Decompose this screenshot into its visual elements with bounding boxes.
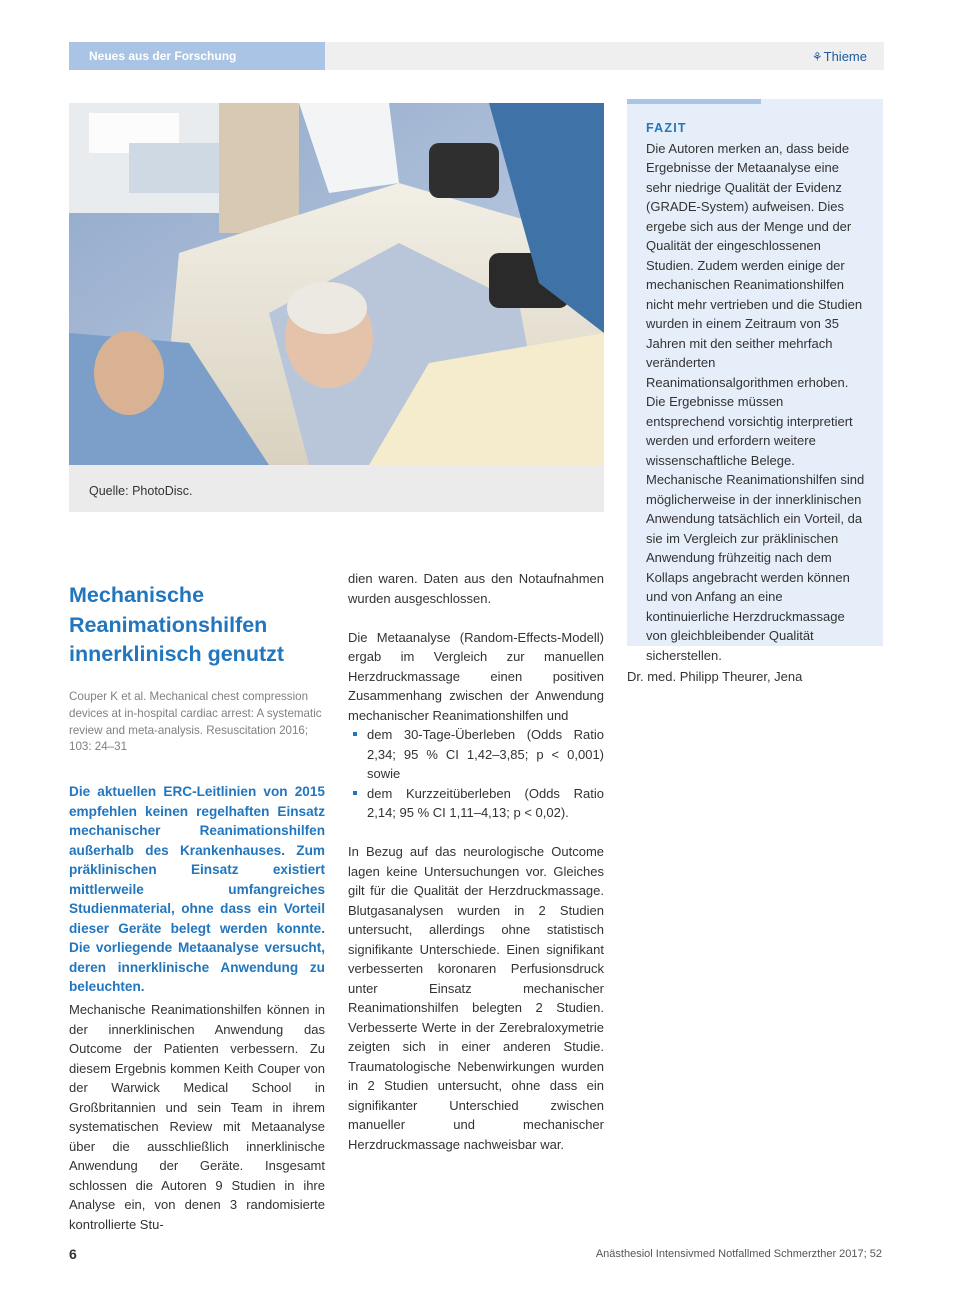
photo-illustration [69,103,604,465]
list-item-text: dem 30-Tage-Überleben (Odds Ratio 2,34; 95 % CI 1,42–3,85; p < 0,001) sowie [367,727,604,781]
fazit-heading: FAZIT [646,121,687,135]
author-line: Dr. med. Philipp Theurer, Jena [627,669,803,684]
fazit-accent-bar [627,99,761,104]
citation-reference: Couper K et al. Mechanical chest compression devices at in-hospital cardiac arrest: A systematic review and meta-analysis. Resuscitation 2016; 103: 24–31 [69,690,322,754]
page-number: 6 [69,1246,77,1262]
fazit-box [627,99,883,663]
thieme-emblem-icon: ⚘ [811,50,823,64]
photo-caption: Quelle: PhotoDisc. [69,465,604,512]
lead-paragraph: Die aktuellen ERC-Leitlinien von 2015 empfehlen keinen regelhaften Einsatz mechanischer Reanimationshilfen außerhalb des Krankenhauses. Zum präklinischen Einsatz existiert mittlerweile umfangreiches Studienmaterial, ohne dass ein Vorteil dieser Geräte belegt werden konnte. Die vorliegende Metaanalyse versucht, deren innerklinische Anwendung zu beleuchten. [69,784,325,994]
section-tag: Neues aus der Forschung [69,42,325,70]
publisher-logo [812,42,867,70]
fazit-text: Die Autoren merken an, dass beide Ergebnisse der Metaanalyse eine sehr niedrige Qualität der Evidenz (GRADE-System) aufweisen. Dies ergebe sich aus der Menge und der Qualität der eingeschlossenen Studien. Zudem werden einige der mechanischen Reanimationshilfen nicht mehr vertrieben und die Studien wurden in einem Zeitraum von 35 Jahren mit den seither mehrfach veränderten Reanimationsalgorithmen erhoben. Die Ergebnisse müssen entsprechend vorsichtig interpretiert werden und erfordern weitere wissenschaftliche Belege. Mechanische Reanimationshilfen sind möglicherweise in der innerklinischen Anwendung tatsächlich ein Vorteil, da sie im Vergleich zur präklinischen Anwendung frühzeitig nach dem Kollaps angebracht werden können und von Anfang an eine kontinuierliche Herzdruckmassage von gleichbleibender Qualität sicherstellen. [646,140,865,663]
list-item-text: dem Kurzzeitüberleben (Odds Ratio 2,14; 95 % CI 1,11–4,13; p < 0,02). [367,785,604,820]
outcome-paragraph: In Bezug auf das neurologische Outcome lagen keine Untersuchungen vor. Gleiches gilt für die Qualität der Herzdruckmassage. Blutgasanalysen wurden in 2 Studien untersucht, allerdings ohne statistisch signifikante Unterschiede. Einen signifikant verbesserten koronaren Perfusionsdruck unter Einsatz mechanischer Reanimationshilfen belegten 2 Studien. Verbesserte Werte in der Zerebraloxymetrie zeigten sich in einer anderen Studie. Traumatologische Nebenwirkungen wurden in 2 Studien untersucht, ohne dass ein signifikanter Unterschied zwischen manueller und mechanischer Herzdruckmassage nachweisbar war. [348,844,604,1152]
bullet-icon [353,791,357,795]
meta-analysis-paragraph: Die Metaanalyse (Random-Effects-Modell) ergab im Vergleich zur manuellen Herzdruckmassage einen positiven Zusammenhang zwischen der Anwendung mechanischer Reanimationshilfen und [348,629,604,723]
journal-reference: Anästhesiol Intensivmed Notfallmed Schmerzther 2017; 52 [595,1248,882,1260]
list-item [348,725,604,784]
body-column-2 [348,569,604,1174]
column-2-continuation: dien waren. Daten aus den Notaufnahmen wurden ausgeschlossen. [348,571,604,606]
bullet-icon [353,732,357,736]
list-item [348,784,604,823]
article-title: Mechanische Reanimationshilfen innerklinisch genutzt [69,583,285,666]
results-list [348,725,604,823]
article-photo [69,103,604,465]
body-column-1: Mechanische Reanimationshilfen können in der innerklinischen Anwendung das Outcome der Patienten verbessern. Zu diesem Ergebnis kommen Keith Couper von der Warwick Medical School in Großbritannien und sein Team in ihrem systematischen Review mit Metaanalyse über die ausschließlich innerklinische Anwendung der Geräte. Insgesamt schlossen die Autoren 9 Studien in ihre Analyse ein, von denen 3 randomisierte kontrollierte Stu- [69,1002,325,1232]
publisher-name: Thieme [823,49,867,64]
